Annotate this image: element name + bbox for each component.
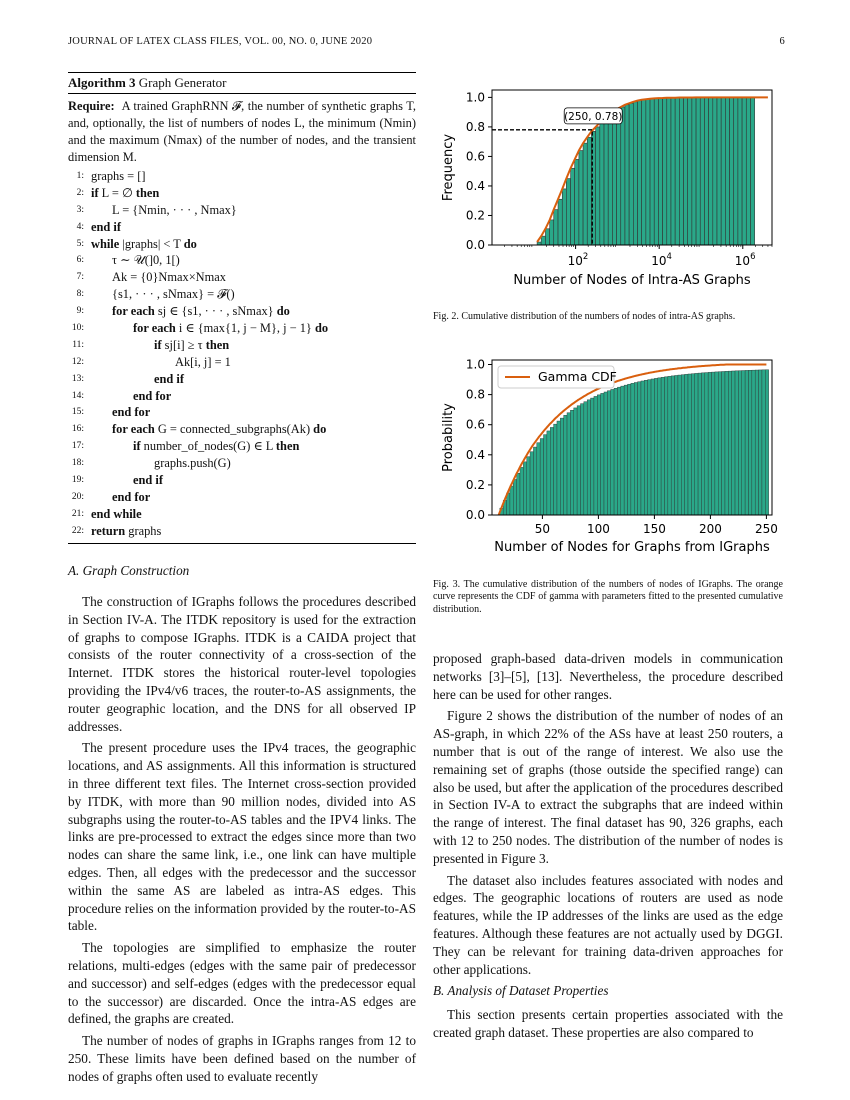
histogram-bar [510, 486, 513, 515]
histogram-bar [517, 473, 520, 515]
line-number: 8: [76, 289, 84, 300]
histogram-bar [735, 371, 738, 515]
line-number: 10: [71, 323, 84, 334]
histogram-bar [560, 418, 563, 515]
histogram-bar [738, 371, 741, 515]
line-code: if sj[i] ≥ τ then [154, 337, 230, 352]
algorithm-line [68, 202, 416, 219]
algorithm-line [68, 286, 416, 303]
x-tick-label: 50 [534, 522, 551, 536]
histogram-bar [650, 99, 654, 245]
y-tick-label: 0.6 [465, 417, 485, 432]
line-number: 22: [71, 525, 84, 536]
line-number: 15: [71, 407, 84, 418]
line-number: 17: [71, 441, 84, 452]
line-number: 6: [76, 255, 84, 266]
histogram-bar [591, 398, 594, 515]
histogram-bar [641, 381, 644, 515]
histogram-bar [685, 374, 688, 515]
line-code: graphs.push(G) [154, 456, 231, 471]
line-code: for each sj ∈ {s1, · · · , sNmax} do [112, 304, 290, 319]
histogram-bar [584, 402, 587, 515]
line-code: end while [91, 506, 142, 521]
histogram-bar [738, 97, 742, 245]
section-b-heading: B. Analysis of Dataset Properties [433, 983, 609, 998]
y-tick-label: 0.8 [465, 387, 485, 402]
histogram-bar [558, 199, 562, 245]
histogram-bar [684, 98, 688, 245]
algorithm-line [68, 354, 416, 371]
algorithm-line [68, 388, 416, 405]
x-tick-label: 250 [754, 522, 778, 536]
histogram-bar [571, 168, 575, 245]
histogram-bar [597, 395, 600, 515]
algorithm-line [68, 489, 416, 506]
algorithm-line [68, 236, 416, 253]
histogram-bar [759, 370, 762, 515]
histogram-bar [725, 97, 729, 245]
section-a-heading: A. Graph Construction [68, 563, 190, 578]
algorithm-lines [68, 168, 416, 540]
histogram-bar [541, 236, 545, 245]
histogram-bar [762, 370, 765, 515]
x-tick-label: $10^4$ [651, 252, 672, 268]
histogram-bar [750, 97, 754, 245]
histogram-bar [691, 374, 694, 515]
page-number: 6 [779, 36, 785, 47]
histogram-bar [681, 375, 684, 515]
figure-2-caption: Fig. 2. Cumulative distribution of the numbers of nodes of intra-AS graphs. [433, 311, 736, 322]
histogram-bar [520, 467, 523, 515]
histogram-bar [607, 391, 610, 515]
line-code: while |graphs| < T do [91, 236, 197, 251]
histogram-bar [648, 380, 651, 515]
algorithm-require: Require: A trained GraphRNN 𝓕, the number of synthetic graphs T, and, optionally, the list of numbers of nodes L, the minimum (Nmin) and the maximum (Nmax) of the number of nodes, and the transient dimension M. [68, 99, 416, 164]
figure-3-chart [432, 352, 784, 562]
line-number: 11: [72, 339, 84, 350]
algorithm-line [68, 219, 416, 236]
y-axis-label: Frequency [441, 133, 456, 202]
histogram-bar [523, 462, 526, 515]
line-number: 19: [71, 475, 84, 486]
histogram-bar [614, 388, 617, 515]
algorithm-line [68, 185, 416, 202]
line-code: for each i ∈ {max{1, j − M}, j − 1} do [133, 321, 329, 336]
histogram-bar [583, 143, 587, 245]
histogram-bar [718, 372, 721, 515]
algorithm-line [68, 438, 416, 455]
y-tick-label: 0.4 [465, 178, 485, 193]
histogram-bar [698, 373, 701, 515]
histogram-bar [587, 137, 591, 245]
algorithm-line [68, 371, 416, 388]
histogram-bar [742, 97, 746, 245]
line-code: for each G = connected_subgraphs(Ak) do [112, 422, 327, 437]
histogram-bar [742, 371, 745, 515]
histogram-bar [594, 396, 597, 515]
y-tick-label: 0.0 [465, 508, 485, 522]
histogram-bar [601, 393, 604, 515]
line-number: 14: [71, 390, 84, 401]
histogram-bar [709, 97, 713, 245]
line-number: 3: [76, 204, 84, 215]
line-number: 21: [71, 508, 84, 519]
histogram-bar [604, 392, 607, 515]
algorithm-line [68, 303, 416, 320]
histogram-bar [678, 375, 681, 515]
histogram-bar [596, 127, 600, 245]
histogram-bar [664, 377, 667, 515]
histogram-bar [580, 404, 583, 515]
histogram-bar [667, 98, 671, 245]
histogram-bar [550, 427, 553, 515]
histogram-bar [755, 370, 758, 515]
histogram-bar [545, 229, 549, 245]
histogram-bar [544, 435, 547, 515]
line-code: end if [133, 473, 163, 488]
histogram-bar [654, 98, 658, 245]
histogram-bar [748, 370, 751, 515]
histogram-bar [617, 387, 620, 515]
histogram-bar [533, 447, 536, 515]
histogram-bar [654, 378, 657, 515]
journal-header: JOURNAL OF LATEX CLASS FILES, VOL. 00, NO. 0, JUNE 2020 [68, 36, 373, 47]
figure-2-chart [432, 82, 784, 292]
histogram-bar [587, 400, 590, 515]
histogram-bar [600, 122, 604, 245]
line-code: Ak[i, j] = 1 [175, 354, 231, 369]
histogram-bar [679, 98, 683, 245]
histogram-bar [717, 97, 721, 245]
histogram-bar [671, 98, 675, 245]
algorithm-line [68, 320, 416, 337]
line-code: if number_of_nodes(G) ∈ L then [133, 439, 300, 454]
histogram-bar [612, 112, 616, 245]
annotation-label: (250, 0.78) [564, 110, 623, 123]
histogram-bar [675, 375, 678, 515]
histogram-bar [661, 377, 664, 515]
algorithm-line [68, 421, 416, 438]
histogram-bar [574, 408, 577, 515]
line-code: end if [91, 219, 121, 234]
histogram-bar [696, 97, 700, 245]
legend-label: Gamma CDF [538, 369, 617, 384]
histogram-bar [705, 373, 708, 515]
paragraph: The construction of IGraphs follows the procedures described in Section IV-A. The ITDK repository is used for the extraction of graphs to compose IGraphs. ITDK is a CAIDA project that consists of the router connectivity of a cross-section of the Internet. ITDK stores the historical router-level topologies providing the IPv4/v6 traces, the router-to-AS assignments, the router geographic location, and the DNS for all observed IP addresses. [68, 594, 416, 734]
histogram-bar [564, 415, 567, 515]
y-tick-label: 1.0 [465, 90, 485, 105]
algorithm-line [68, 337, 416, 354]
line-code: end for [112, 405, 151, 420]
histogram-bar [554, 210, 558, 245]
line-number: 2: [76, 187, 84, 198]
line-code: return graphs [91, 523, 162, 538]
histogram-bar [537, 443, 540, 515]
x-tick-label: 100 [586, 522, 610, 536]
histogram-bar [634, 382, 637, 515]
histogram-bar [527, 457, 530, 515]
line-number: 9: [76, 306, 84, 317]
histogram-bar [713, 97, 717, 245]
histogram-bar [668, 376, 671, 515]
line-number: 16: [71, 424, 84, 435]
histogram-bar [642, 100, 646, 245]
histogram-bar [608, 115, 612, 245]
histogram-bar [701, 373, 704, 515]
histogram-bar [562, 189, 566, 245]
paragraph: The dataset also includes features associated with nodes and edges. The geographic locations of routers are used as node features, while the IP addresses of the links are used as the edge features. Although these features are not actually used by DGGI. They can be relevant for training data-driven approaches for other applications. [433, 872, 783, 977]
line-code: τ ∼ 𝒰(]0, 1[) [112, 253, 180, 268]
line-number: 5: [76, 238, 84, 249]
histogram-bar [732, 371, 735, 515]
algorithm-line [68, 472, 416, 489]
line-code: graphs = [] [91, 169, 146, 183]
histogram-bar [513, 479, 516, 515]
paragraph: The topologies are simplified to emphasize the router relations, multi-edges (edges with the same pair of predecessor and successor) and self-edges (edges with the predecessor equal to the successor) are discarded. Once the intra-AS edges are defined, the graphs are created. [68, 940, 416, 1027]
histogram-bar [700, 97, 704, 245]
histogram-bar [547, 431, 550, 515]
line-code: if L = ∅ then [91, 185, 160, 200]
histogram-bar [695, 373, 698, 515]
line-number: 4: [76, 221, 84, 232]
histogram-bar [675, 98, 679, 245]
histogram-bar [557, 421, 560, 515]
x-axis-label: Number of Nodes for Graphs from IGraphs [494, 540, 770, 555]
histogram-bar [633, 102, 637, 245]
histogram-bar [629, 103, 633, 245]
histogram-bar [644, 380, 647, 515]
y-tick-label: 0.2 [465, 477, 485, 492]
paragraph: proposed graph-based data-driven models in communication networks [3]–[5], [13]. Nevertheless, the procedure described here can be used for other ranges. [433, 651, 783, 702]
histogram-bar [722, 371, 725, 515]
algorithm-line [68, 506, 416, 523]
histogram-bar [746, 97, 750, 245]
algorithm-line [68, 269, 416, 286]
algorithm-line [68, 252, 416, 269]
histogram-bar [621, 107, 625, 245]
y-tick-label: 0.2 [465, 208, 485, 223]
line-code: end for [112, 489, 151, 504]
y-tick-label: 0.4 [465, 447, 485, 462]
histogram-bar [658, 98, 662, 245]
histogram-bar [566, 179, 570, 245]
histogram-bar [579, 151, 583, 245]
line-code: end if [154, 371, 184, 386]
algorithm-title: Algorithm 3 Graph Generator [68, 75, 227, 90]
line-code: L = {Nmin, · · · , Nmax} [112, 202, 237, 217]
histogram-bar [688, 374, 691, 515]
histogram-bar [721, 97, 725, 245]
histogram-bar [621, 386, 624, 515]
histogram-bar [570, 410, 573, 515]
algorithm-line [68, 455, 416, 472]
x-tick-label: 200 [698, 522, 722, 536]
histogram-bar [530, 452, 533, 515]
histogram-bar [671, 376, 674, 515]
histogram-bar [704, 97, 708, 245]
histogram-bar [624, 385, 627, 515]
histogram-bar [617, 109, 621, 245]
histogram-bar [638, 382, 641, 515]
line-number: 18: [71, 458, 84, 469]
line-number: 1: [76, 171, 84, 181]
y-tick-label: 0.8 [465, 119, 485, 134]
line-code: Ak = {0}Nmax×Nmax [112, 270, 226, 285]
histogram-bar [765, 370, 768, 515]
histogram-bar [752, 370, 755, 515]
line-number: 7: [76, 272, 84, 283]
histogram-bar [658, 378, 661, 515]
histogram-bar [575, 159, 579, 245]
histogram-bar [625, 105, 629, 245]
histogram-bar [651, 379, 654, 515]
histogram-bar [628, 384, 631, 515]
line-number: 12: [71, 356, 84, 367]
y-axis-label: Probability [441, 403, 456, 472]
histogram-bar [715, 372, 718, 515]
histogram-bar [745, 370, 748, 515]
algorithm-line [68, 404, 416, 421]
line-number: 20: [71, 491, 84, 502]
histogram-bar [725, 371, 728, 515]
histogram-bar [688, 98, 692, 245]
paragraph: The present procedure uses the IPv4 traces, the geographic locations, and AS assignments. All this information is structured in three different text files. The Internet cross-section provided by ITDK, with more than 90 million nodes, divided into AS subgraphs using the router-to-AS tables and the IPV4 links. The links are pre-processed to extract the edges since more than two nodes can share the same link, i.e., one link can have multiple edges. Then, all edges with the predecessor and the successor within the same AS are labeled as intra-AS edges. This procedure relies on the information provided by the router-to-AS table. [68, 740, 416, 934]
histogram-bar [631, 383, 634, 515]
histogram-bar [692, 98, 696, 245]
x-tick-label: $10^2$ [567, 252, 589, 268]
histogram-bar [604, 118, 608, 245]
line-code: end for [133, 388, 172, 403]
histogram-bar [540, 439, 543, 515]
histogram-bar [577, 406, 580, 515]
histogram-bar [637, 101, 641, 245]
y-tick-label: 0.6 [465, 149, 485, 164]
histogram-bar [554, 424, 557, 515]
histogram-bar [708, 372, 711, 515]
paragraph: The number of nodes of graphs in IGraphs ranges from 12 to 250. These limits have been defined based on the number of nodes of graphs often used to evaluate recently [68, 1033, 416, 1084]
algorithm-line [68, 523, 416, 540]
histogram-bar [734, 97, 738, 245]
histogram-bar [712, 372, 715, 515]
line-number: 13: [71, 373, 84, 384]
histogram-bar [646, 99, 650, 245]
x-tick-label: 150 [642, 522, 666, 536]
figure-3-caption: Fig. 3. The cumulative distribution of the numbers of nodes of IGraphs. The orange curve represents the CDF of gamma with parameters fitted to the presented cumulative distribution. [433, 579, 783, 615]
section-b-text: This section presents certain properties associated with the created graph dataset. These properties are also compared to [433, 1007, 783, 1040]
histogram-bar [730, 97, 734, 245]
x-axis-label: Number of Nodes of Intra-AS Graphs [513, 273, 751, 288]
histogram-bar [550, 220, 554, 245]
y-tick-label: 1.0 [465, 357, 485, 372]
y-tick-label: 0.0 [465, 238, 485, 252]
right-column-text [433, 650, 783, 982]
histogram-bar [611, 389, 614, 515]
left-column-text [68, 593, 416, 1090]
algorithm-box [68, 72, 416, 544]
histogram-bar [663, 98, 667, 245]
x-tick-label: $10^6$ [734, 252, 756, 268]
line-code: {s1, · · · , sNmax} = 𝓕() [112, 287, 235, 302]
histogram-bar [728, 371, 731, 515]
paragraph: Figure 2 shows the distribution of the number of nodes of an AS-graph, in which 22% of the ASs have at least 250 routers, a number that is out of the range of interest. We also use the remaining set of graphs (those outside the specified range) can also be used, but after the application of the procedures described in Section IV-A to extract the subgraphs that are indeed within the range of interest. The final dataset has 90, 326 graphs, each with 12 to 250 nodes. The distribution of the number of nodes is presented in Figure 3. [433, 708, 783, 866]
histogram-bar [567, 413, 570, 515]
algorithm-line [68, 168, 416, 185]
